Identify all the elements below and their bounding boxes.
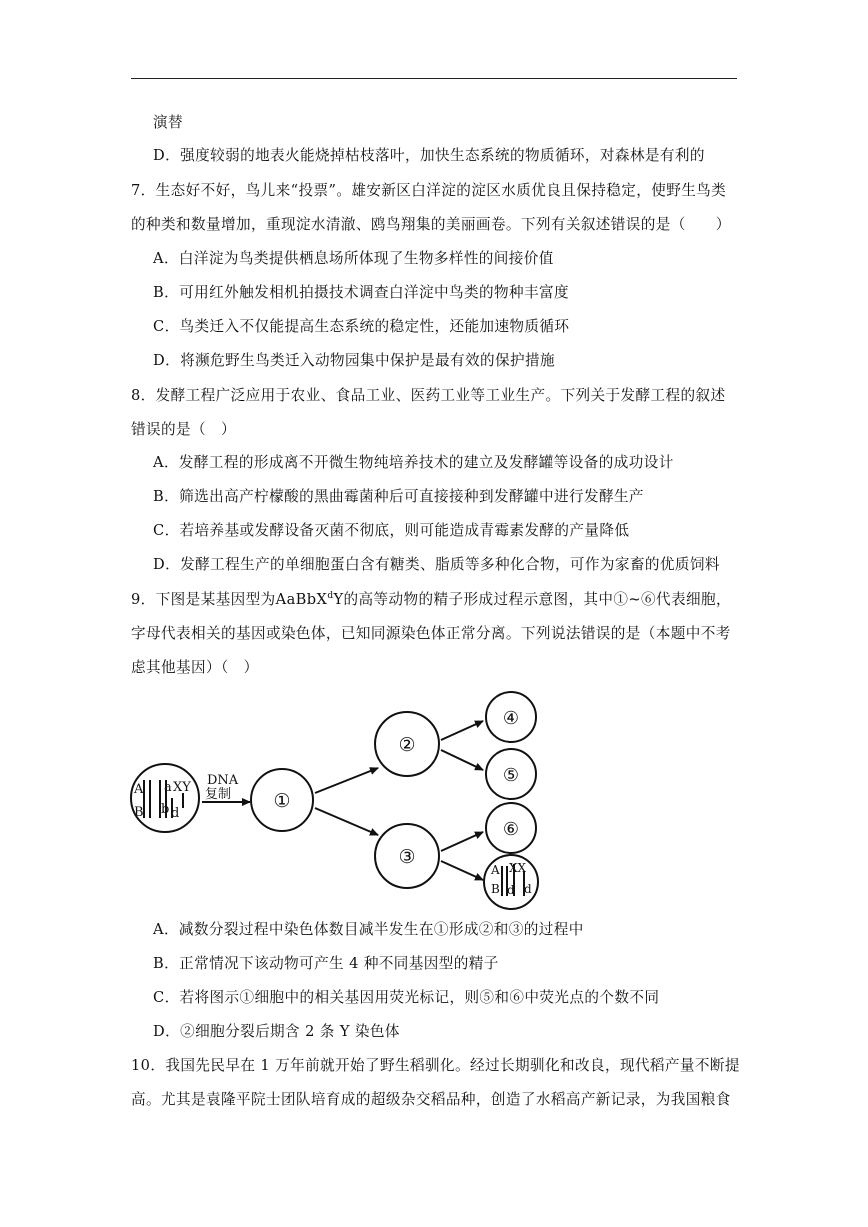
q8-option-a: A．发酵工程的形成离不开微生物纯培养技术的建立及发酵罐等设备的成功设计 <box>153 454 674 471</box>
q8-option-b: B．筛选出高产柠檬酸的黑曲霉菌种后可直接接种到发酵罐中进行发酵生产 <box>153 488 644 505</box>
q9-stem <box>131 590 731 610</box>
q9-stem-cont: 字母代表相关的基因或染色体，已知同源染色体正常分离。下列说法错误的是（本题中不考 <box>131 625 731 642</box>
arrow-3-to-6 <box>441 832 483 851</box>
cell-1-label: ① <box>273 790 291 812</box>
text-line: 演替 <box>153 114 183 131</box>
arrow-1-to-3 <box>315 808 378 835</box>
q9-stem-pre: 9．下图是某基因型为AaBbX <box>131 591 328 608</box>
q8-option-c: C．若培养基或发酵设备灭菌不彻底，则可能造成青霉素发酵的产量降低 <box>153 522 630 539</box>
q9-option-d: D．②细胞分裂后期含 2 条 Y 染色体 <box>153 1023 400 1040</box>
q9-stem-post: Y的高等动物的精子形成过程示意图，其中①~⑥代表细胞， <box>333 591 732 608</box>
q9-option-a: A．减数分裂过程中染色体数目减半发生在①形成②和③的过程中 <box>153 921 584 938</box>
q8-option-d: D．发酵工程生产的单细胞蛋白含有糖类、脂质等多种化合物，可作为家畜的优质饲料 <box>153 556 720 573</box>
cell-2-label: ② <box>398 734 416 756</box>
final-gene-d1: d <box>507 883 515 897</box>
final-gene-A: A <box>491 863 500 877</box>
gene-label-B: B <box>134 805 144 820</box>
cell-6-label: ⑥ <box>502 819 520 840</box>
final-gene-B: B <box>491 882 500 896</box>
start-cell <box>131 764 199 832</box>
gene-label-A: A <box>134 782 144 797</box>
arrow-2-to-5 <box>441 750 483 770</box>
gene-label-d: d <box>171 806 180 821</box>
q7-option-b: B．可用红外触发相机拍摄技术调查白洋淀中鸟类的物种丰富度 <box>153 284 569 301</box>
gene-label-a: a <box>164 780 172 795</box>
q10-stem: 10．我国先民早在 1 万年前就开始了野生稻驯化。经过长期驯化和改良，现代稻产量不断提 <box>131 1057 740 1074</box>
q9-option-b: B．正常情况下该动物可产生 4 种不同基因型的精子 <box>153 955 499 972</box>
q10-stem-cont: 高。尤其是袁隆平院士团队培育成的超级杂交稻品种，创造了水稻高产新记录，为我国粮食 <box>131 1091 731 1108</box>
q8-stem-cont: 错误的是（ ） <box>131 421 236 438</box>
header-rule <box>131 78 737 79</box>
q7-option-a: A．白洋淀为鸟类提供栖息场所体现了生物多样性的间接价值 <box>153 250 554 267</box>
gene-label-b: b <box>161 802 170 817</box>
cell-5-label: ⑤ <box>502 765 520 786</box>
arrow-3-to-final <box>441 861 483 880</box>
gene-label-xy: XY <box>173 780 191 795</box>
q7-option-c: C．鸟类迁入不仅能提高生态系统的稳定性，还能加速物质循环 <box>153 318 570 335</box>
cell-4-label: ④ <box>502 708 520 729</box>
q7-stem: 7．生态好不好，鸟儿来“投票”。雄安新区白洋淀的淀区水质优良且保持稳定，使野生鸟类 <box>131 182 727 199</box>
spermatogenesis-diagram <box>128 688 548 912</box>
final-gene-xx: XX <box>509 861 527 875</box>
arrow-1-to-2 <box>315 768 378 793</box>
q7-stem-cont: 的种类和数量增加，重现淀水清澈、鸥鸟翔集的美丽画卷。下列有关叙述错误的是（ ） <box>131 216 731 233</box>
arrow-label-replication: 复制 <box>205 787 232 802</box>
arrow-2-to-4 <box>441 721 483 740</box>
q7-option-d: D．将濒危野生鸟类迁入动物园集中保护是最有效的保护措施 <box>153 352 555 369</box>
final-cell <box>484 855 538 909</box>
q9-stem-cont: 虑其他基因）（ ） <box>131 659 259 676</box>
cell-3-label: ③ <box>398 846 416 868</box>
q9-stem-sup: d <box>327 591 334 602</box>
q9-option-c: C．若将图示①细胞中的相关基因用荧光标记，则⑤和⑥中荧光点的个数不同 <box>153 989 660 1006</box>
arrow-label-dna: DNA <box>207 773 239 788</box>
final-gene-d2: d <box>524 882 532 896</box>
q6-option-d: D．强度较弱的地表火能烧掉枯枝落叶，加快生态系统的物质循环，对森林是有利的 <box>153 147 705 164</box>
q8-stem: 8．发酵工程广泛应用于农业、食品工业、医药工业等工业生产。下列关于发酵工程的叙述 <box>131 387 726 404</box>
